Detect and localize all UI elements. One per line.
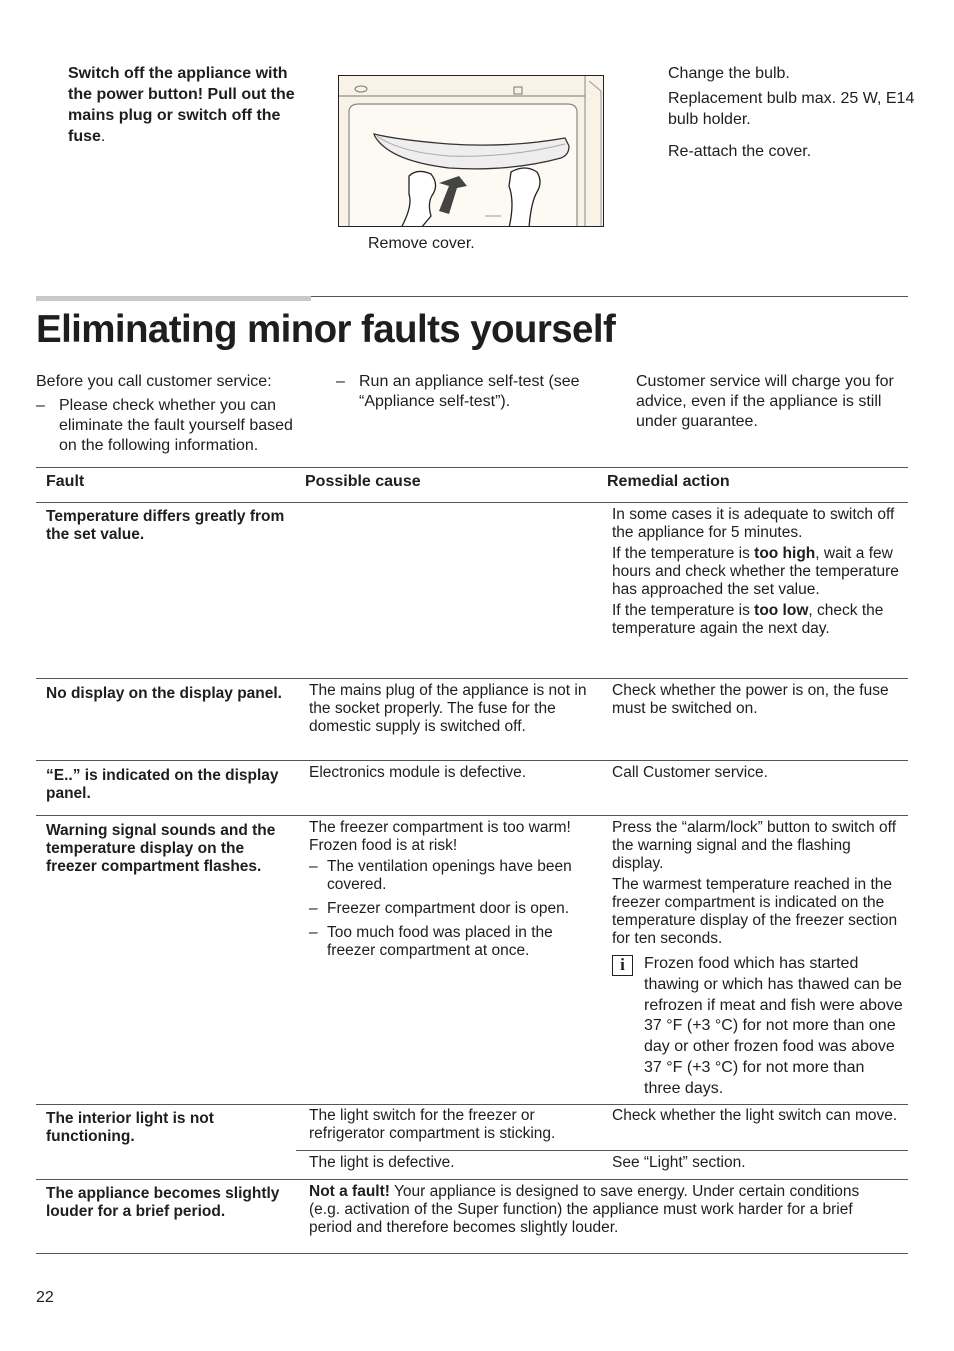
cause-no-display: The mains plug of the appliance is not in the socket properly. The fuse for the domestic supply is switched off. (309, 682, 587, 735)
remove-cover-illustration (338, 75, 604, 227)
step-change-bulb: Change the bulb. (668, 65, 790, 82)
info-icon: i (612, 955, 633, 976)
row-border (36, 815, 908, 816)
row-border (36, 760, 908, 761)
figure-caption: Remove cover. (368, 235, 475, 252)
cause-error-code: Electronics module is defective. (309, 764, 527, 781)
note-not-a-fault: Not a fault! Your appliance is designed to save energy. Under certain conditions (e.g. activation of the Super function) the appliance must work harder for a brief period and therefore becomes slightly louder. (309, 1183, 860, 1236)
step-reattach-cover: Re-attach the cover. (668, 143, 812, 160)
fault-louder: The appliance becomes slightly louder for a brief period. (46, 1185, 280, 1220)
table-top-border (36, 467, 908, 468)
step-replacement-bulb: Replacement bulb max. 25 W, E14 bulb holder. (668, 90, 915, 128)
header-fault: Fault (46, 473, 85, 490)
section-title: Eliminating minor faults yourself (36, 308, 616, 351)
section-divider-accent (36, 296, 311, 301)
row-border (36, 678, 908, 679)
action-no-display: Check whether the power is on, the fuse must be switched on. (612, 682, 889, 717)
bulb-steps (668, 63, 918, 162)
table-bottom-border (36, 1253, 908, 1254)
intro-note: Customer service will charge you for advice, even if the appliance is still under guarantee. (636, 373, 894, 430)
action-light-defective: See “Light” section. (612, 1154, 746, 1171)
intro-lead: Before you call customer service: (36, 373, 272, 390)
fault-error-code: “E..” is indicated on the display panel. (46, 767, 279, 802)
row-border (36, 1104, 908, 1105)
remove-cover-drawing (339, 76, 604, 227)
intro-column-1 (36, 372, 311, 456)
intro-item: – Run an appliance self-test (see “Appliance self-test”). (336, 373, 580, 410)
row-border (36, 1179, 908, 1180)
fault-interior-light: The interior light is not functioning. (46, 1110, 214, 1145)
sub-row-border (296, 1150, 908, 1151)
page-number: 22 (36, 1289, 54, 1306)
fault-temperature: Temperature differs greatly from the set value. (46, 508, 285, 543)
cause-light-defective: The light is defective. (309, 1154, 455, 1171)
info-note: i Frozen food which has started thawing or which has thawed can be refrozen if meat and fish were above 37 °F (+3 °C) for not more than one day or other frozen food was above 37 °F (+3 °C) for not more than three days. (612, 954, 904, 1100)
safety-warning: Switch off the appliance with the power button! Pull out the mains plug or switch off the fuse. (68, 65, 295, 145)
action-warning-signal: Press the “alarm/lock” button to switch off the warning signal and the flashing display. The warmest temperature reached in the freezer compartment is indicated on the temperature display of the freezer section for ten seconds. i Frozen food which has started thawing or which has thawed can be refrozen if meat and fish were above 37 °F (+3 °C) for not more than one day or other frozen food was above 37 °F (+3 °C) for not more than three days. (612, 819, 904, 1100)
action-light-switch: Check whether the light switch can move. (612, 1107, 898, 1124)
cause-light-switch: The light switch for the freezer or refrigerator compartment is sticking. (309, 1107, 556, 1142)
fault-warning-signal: Warning signal sounds and the temperature display on the freezer compartment flashes. (46, 822, 276, 875)
header-action: Remedial action (607, 473, 730, 490)
cause-list-item: – Too much food was placed in the freezer compartment at once. (309, 924, 553, 959)
cause-warning-signal: The freezer compartment is too warm! Frozen food is at risk! – The ventilation openings have been covered. – Freezer compartment door is open. – Too much food was placed in the freezer compartment at once. (309, 819, 589, 966)
table-header-border (36, 502, 908, 503)
cause-list-item: – Freezer compartment door is open. (309, 900, 570, 917)
header-cause: Possible cause (305, 473, 421, 490)
fault-no-display: No display on the display panel. (46, 685, 282, 702)
action-error-code: Call Customer service. (612, 764, 768, 781)
action-temperature: In some cases it is adequate to switch off the appliance for 5 minutes. If the temperature is too high, wait a few hours and check whether the temperature has approached the set value. If the temperature is too low, check the temperature again the next day. (612, 506, 899, 637)
intro-column-2 (336, 372, 606, 412)
cause-list-item: – The ventilation openings have been covered. (309, 858, 572, 893)
intro-item: – Please check whether you can eliminate the fault yourself based on the following information. (36, 397, 293, 454)
intro-column-3 (636, 372, 914, 432)
